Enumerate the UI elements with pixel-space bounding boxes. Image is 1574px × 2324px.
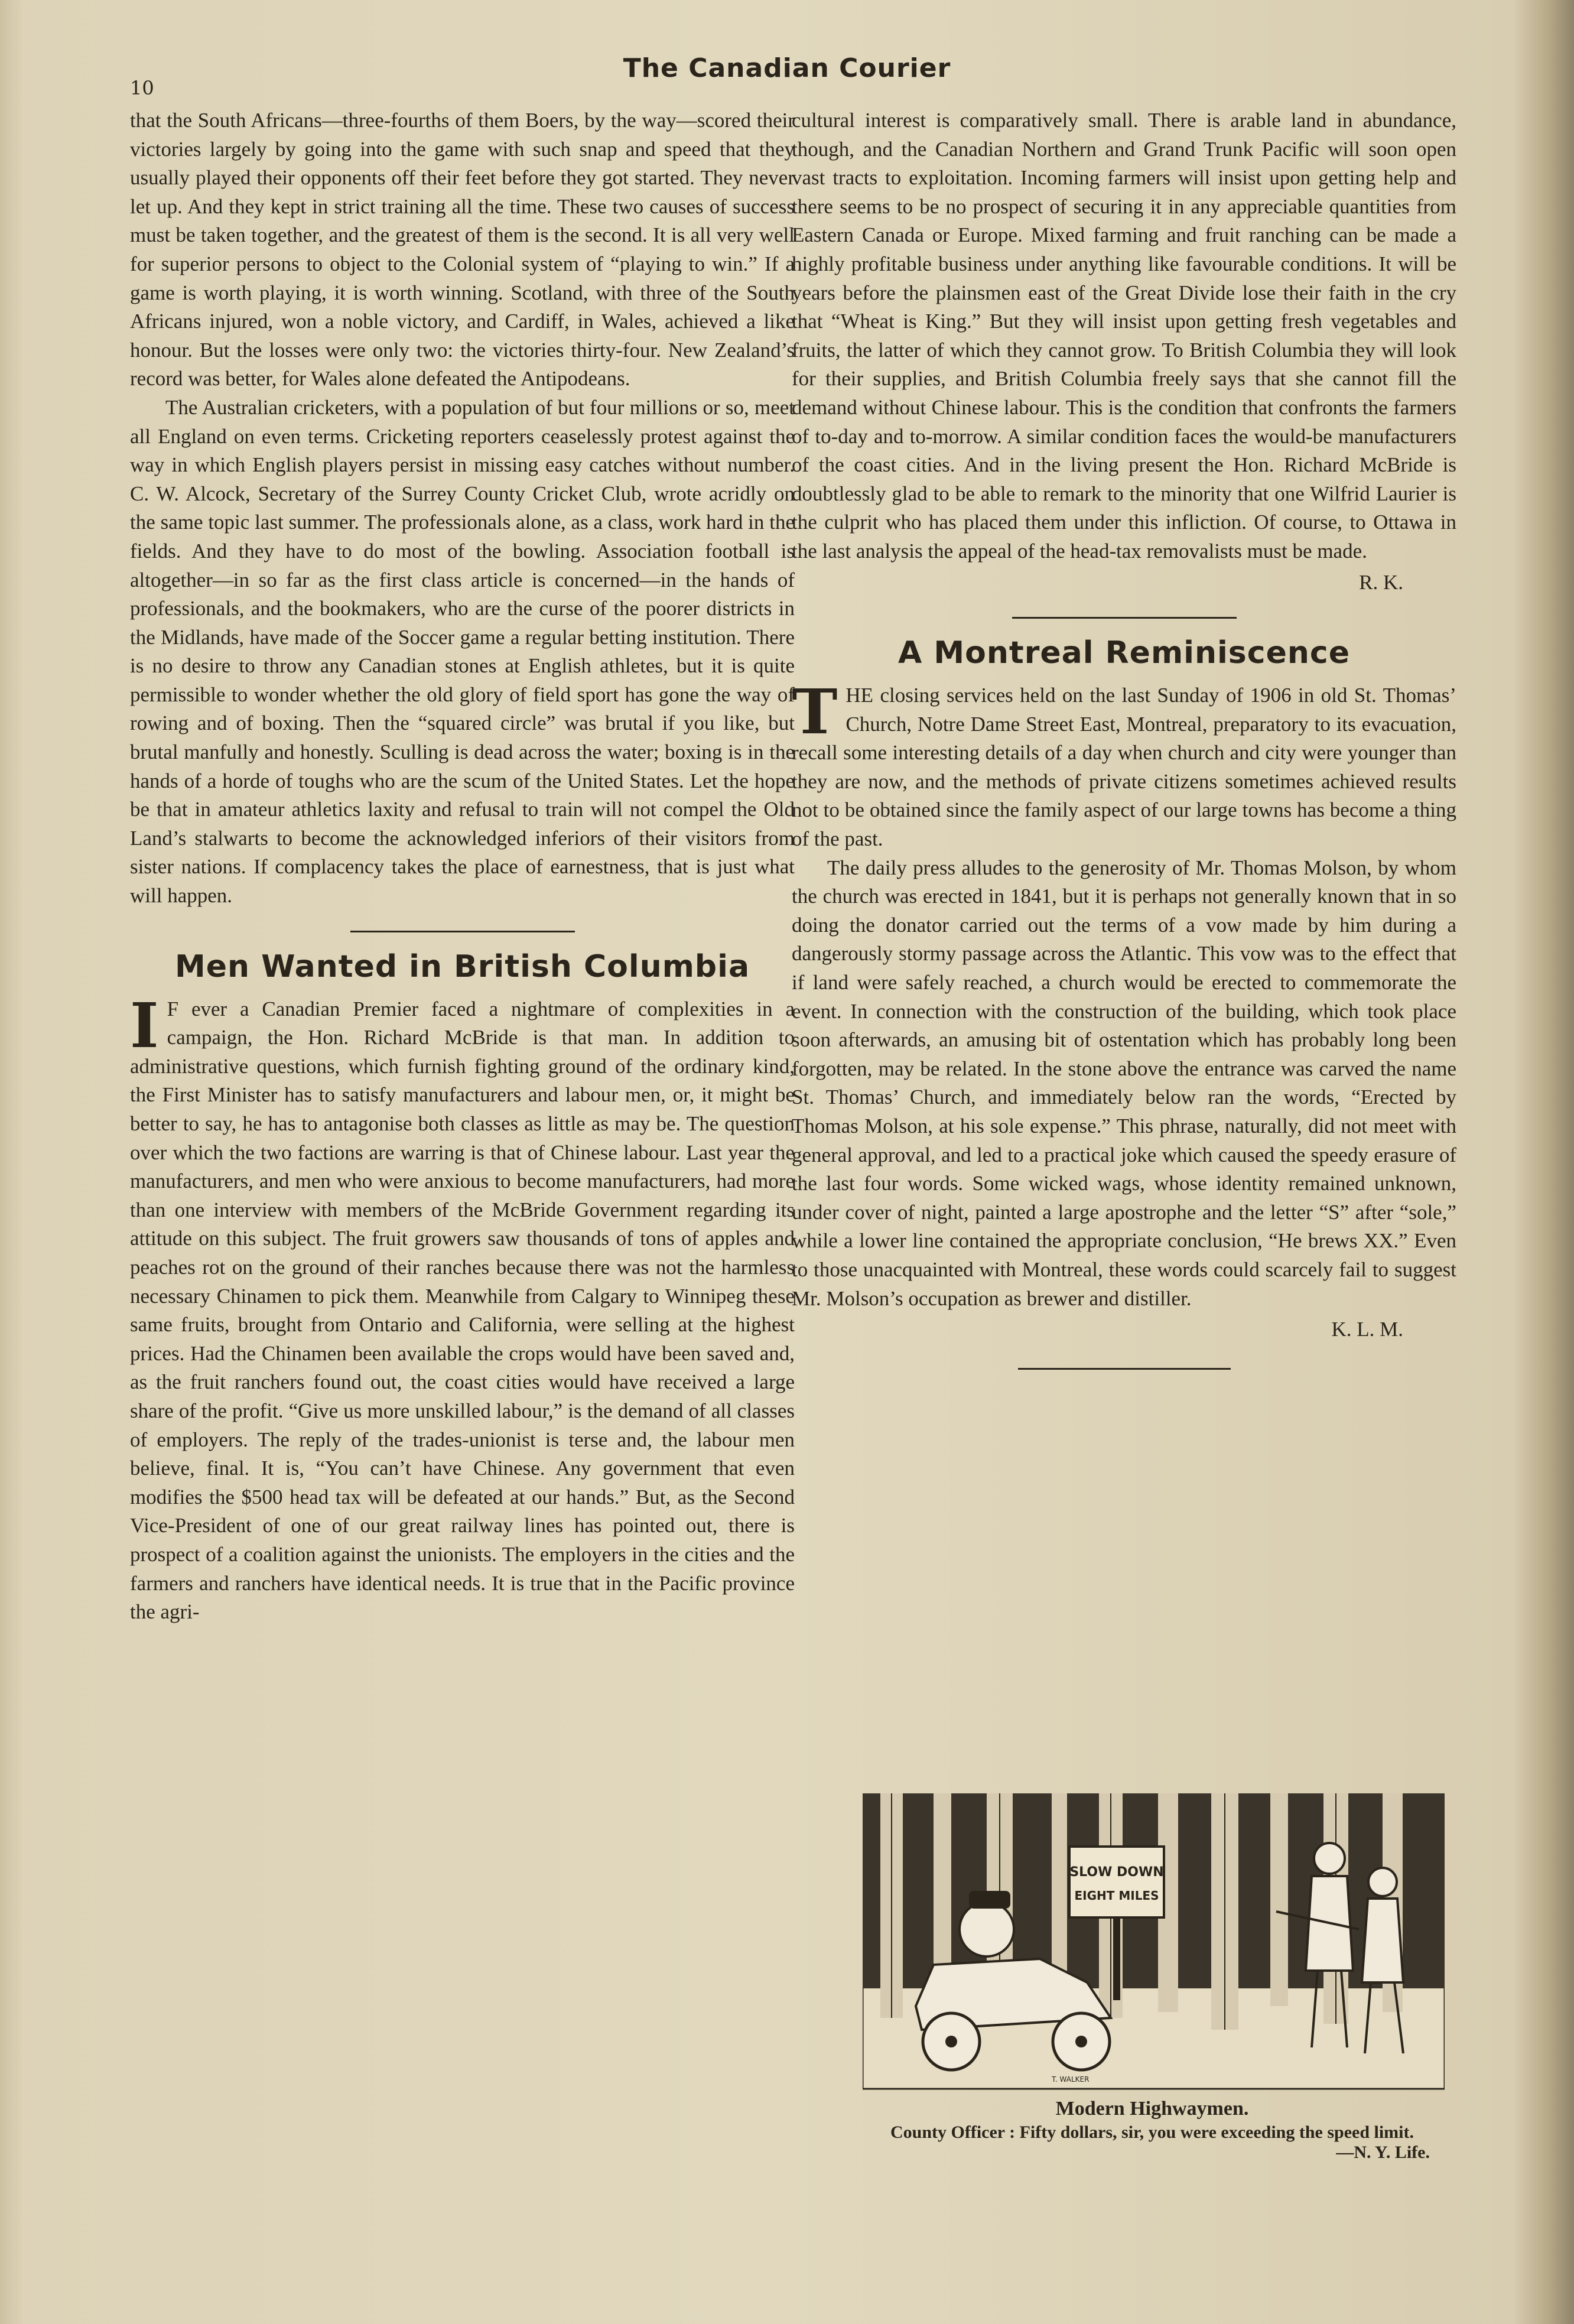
page-header xyxy=(0,47,1574,100)
article-continuation-paragraph: cultural interest is comparatively small. There is arable land in abundance, though, and the Canadian Northern and Grand Trunk Pacific will soon open vast tracts to exploitation. Incoming farmers will insist upon getting help and there seems to be no prospect of securing it in any appreciable quantities from Eastern Canada or Europe. Mixed farming and fruit ranching can be made a highly profitable business under anything like favourable conditions. It will be years before the plainsmen east of the Great Divide lose their faith in the cry that “Wheat is King.” But they will insist upon getting fresh vegetables and fruits, the latter of which they cannot grow. To British Columbia they will look for their supplies, and British Columbia freely says that she cannot fill the demand without Chinese labour. This is the condition that confronts the farmers of to-day and to-morrow. A similar condition faces the would-be manufacturers of the coast cities. And in the living present the Hon. Richard McBride is doubtlessly glad to be able to remark to the minority that one Wilfrid Laurier is the culprit who has placed them under this infliction. Of course, to Ottawa in the last analysis the appeal of the head-tax removalists must be made. xyxy=(792,109,1456,563)
article-paragraph: The daily press alludes to the generosity of Mr. Thomas Molson, by whom the church was erected in 1841, but it is perhaps not generally known that in so doing the donator carried out the terms of a vow made by him during a dangerously stormy passage across the Atlantic. This vow was to the effect that if land were safely reached, a church would be erected to commemorate the event. In connection with the construction of the building, which took place soon afterwards, an amusing bit of ostentation which has probably long been forgotten, may be related. In the stone above the entrance was carved the name St. Thomas’ Church, and immediately below ran the words, “Erected by Thomas Molson, at his sole expense.” This phrase, naturally, did not meet with general approval, and led to a practical joke which caused the speedy erasure of the last four words. Some wicked wags, whose identity remained unknown, under cover of night, painted a large apostrophe and the letter “S” after “sole,” while a lower line contained the appropriate conclusion, “He brews XX.” Even to those unacquainted with Montreal, these words could scarcely fail to suggest Mr. Molson’s occupation as brewer and distiller. xyxy=(792,856,1456,1310)
page-number: 10 xyxy=(130,77,154,99)
section-divider xyxy=(1012,617,1237,619)
author-signature: R. K. xyxy=(1359,570,1403,594)
article-paragraph xyxy=(130,989,795,1627)
section-divider xyxy=(1018,1368,1231,1370)
author-signature: K. L. M. xyxy=(1331,1318,1403,1341)
article-body-text: F ever a Canadian Premier faced a nightmare of complexities in a campaign, the Hon. Richard McBride is that man. In addition to administrative questions, which furnish fighting ground of the ordinary kind, the First Minister has to satisfy manufacturers and labour men, or, it might be better to say, he has to antagonise both classes as little as may be. The question over which the two factions are warring is that of Chinese labour. Last year the manufacturers, and men who were anxious to become manufacturers, had more than one interview with members of the McBride Government regarding its attitude on this subject. The fruit growers saw thousands of tons of apples and peaches rot on the ground of their ranches because there was not the harmless necessary Chinamen to pick them. Meanwhile from Calgary to Winnipeg these same fruits, brought from Ontario and California, were selling at the highest prices. Had the Chinamen been available the crops would have been saved and, as the fruit ranchers found out, the coast cities would have received a large share of the profit. “Give us more unskilled labour,” is the demand of all classes of employers. The reply of the trades-unionist is terse and, the labour men believe, final. It is, “You can’t have Chinese. Any government that even modifies the $500 head tax will be defeated at our hands.” But, as the Second Vice-President of one of our great railway lines has pointed out, there is prospect of a coalition against the unionists. The employers in the cities and the farmers and ranchers have identical needs. It is true that in the Pacific province the agri- xyxy=(130,997,795,1624)
cartoon-drawing xyxy=(863,1793,1445,2101)
article-paragraph xyxy=(792,675,1456,854)
drop-cap: I xyxy=(130,989,159,1062)
article-title-montreal-reminiscence: A Montreal Reminiscence xyxy=(898,635,1350,671)
article-body-text: HE closing services held on the last Sunday of 1906 in old St. Thomas’ Church, Notre Dame Street East, Montreal, preparatory to its evacuation, recall some interesting details of a day when church and city were younger than they are now, and the methods of private citizens sometimes achieved results not to be obtained since the family aspect of our large towns has become a thing of the past. xyxy=(792,684,1456,851)
speed-sign xyxy=(1069,1847,1164,1917)
cartoon-caption xyxy=(839,2098,1465,2163)
left-column xyxy=(130,106,795,2192)
sign-text-line1: SLOW DOWN xyxy=(1069,1865,1164,1880)
cartoon-illustration xyxy=(863,1793,1445,2101)
cartoon-title: Modern Highwaymen. xyxy=(1055,2098,1249,2120)
section-divider xyxy=(350,931,575,932)
sign-text-line2: EIGHT MILES xyxy=(1074,1889,1159,1903)
driver-figure xyxy=(960,1902,1014,1956)
right-column xyxy=(792,106,1456,1879)
article-continuation-paragraph: that the South Africans—three-fourths of them Boers, by the way—scored their victories largely by going into the game with such snap and speed that they usually played their opponents off their feet before they got started. They never let up. And they kept in strict training all the time. These two causes of success must be taken together, and the greatest of them is the second. It is all very well for superior persons to object to the Colonial system of “playing to win.” If a game is worth playing, it is worth winning. Scotland, with three of the South Africans injured, won a noble victory, and Cardiff, in Wales, achieved a like honour. But the losses were only two: the victories thirty-four. New Zealand’s record was better, for Wales alone defeated the Antipodeans. xyxy=(130,109,795,391)
article-title-men-wanted: Men Wanted in British Columbia xyxy=(174,948,750,984)
running-title: The Canadian Courier xyxy=(623,53,951,83)
article-paragraph: The Australian cricketers, with a population of but four millions or so, meet all England on even terms. Cricketing reporters ceaselessly protest against the way in which English players persist in missing easy catches without number. C. W. Alcock, Secretary of the Surrey County Cricket Club, wrote acridly on the same topic last summer. The professionals alone, as a class, work hard in the fields. And they have to do most of the bowling. Association football is altogether—in so far as the first class article is concerned—in the hands of professionals, and the bookmakers, who are the curse of the poorer districts in the Midlands, have made of the Soccer game a regular betting institution. There is no desire to throw any Canadian stones at English athletes, but it is quite permissible to wonder whether the old glory of field sport has gone the way of rowing and of boxing. Then the “squared circle” was brutal if you like, but brutal manfully and honestly. Sculling is dead across the water; boxing is in the hands of a horde of toughs who are the scum of the United States. Let the hope be that in amateur athletics laxity and refusal to train will not compel the Old Land’s stalwarts to become the acknowledged inferiors of their visitors from sister nations. If complacency takes the place of earnestness, that is just what will happen. xyxy=(130,395,795,908)
artist-signature: T. WALKER xyxy=(1052,2075,1090,2084)
cartoon-source: —N. Y. Life. xyxy=(1336,2143,1430,2162)
cartoon-caption-text: County Officer : Fifty dollars, sir, you were exceeding the speed limit. xyxy=(890,2123,1414,2142)
drop-cap: T xyxy=(792,675,838,749)
